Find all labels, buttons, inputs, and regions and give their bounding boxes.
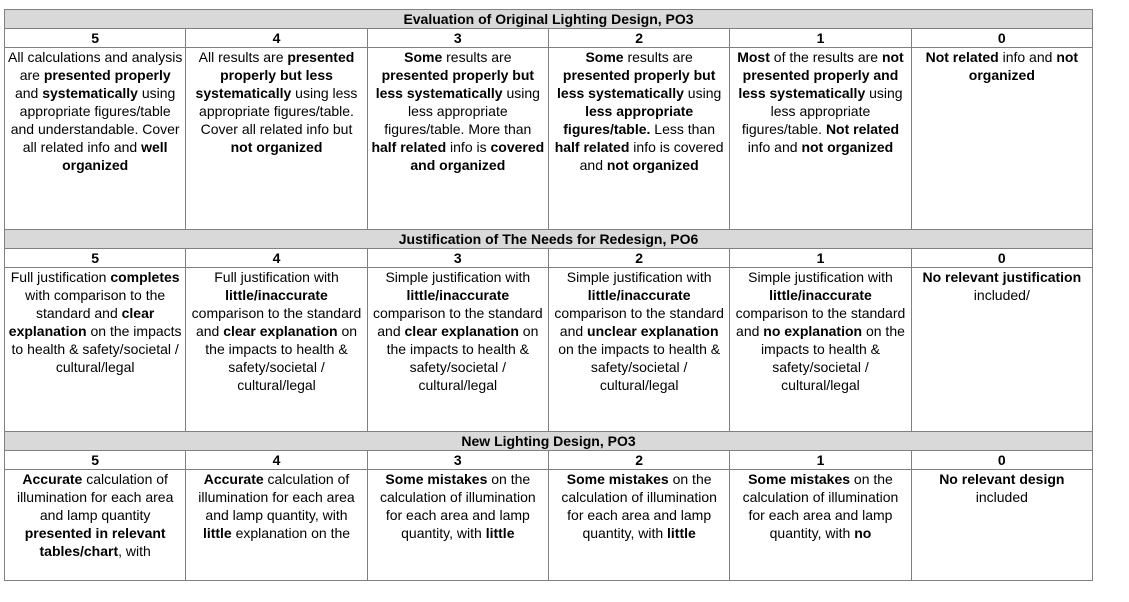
criteria-text-bold: unclear explanation [587, 323, 719, 339]
criteria-text-bold: little [202, 525, 232, 541]
criteria-text: , with [118, 543, 151, 559]
score-3: 3 [367, 29, 548, 48]
criteria-text-bold: presented properly but less systematically [195, 49, 355, 101]
criteria-text: with comparison to the standard and [25, 287, 166, 321]
criteria-text-bold: well organized [62, 139, 168, 173]
criteria-text: info is covered and [579, 139, 724, 173]
score-2: 2 [548, 249, 729, 268]
criteria-text: using less appropriate figures/table. More than [384, 85, 540, 137]
criteria-text: included/ [973, 287, 1030, 303]
criteria-text: Full justification with [214, 269, 339, 285]
criteria-text: All results are [198, 49, 288, 65]
criteria-text: on the impacts to health & safety/societal / cultural/legal [11, 323, 182, 375]
criteria-text-bold: no [854, 525, 872, 541]
score-row [5, 249, 1093, 268]
criteria-row [5, 48, 1093, 230]
criteria-text: on the calculation of illumination for each area and lamp quantity, with [742, 471, 899, 541]
criteria-text: on the calculation of illumination for each area and lamp quantity, with [561, 471, 717, 541]
criteria-text: info is [446, 139, 491, 155]
criteria-text: Simple justification with [748, 269, 893, 285]
section-title: Evaluation of Original Lighting Design, PO3 [5, 10, 1093, 29]
criteria-text: on the calculation of illumination for each area and lamp quantity, with [380, 471, 536, 541]
criteria-text-bold: little/inaccurate [406, 287, 510, 303]
section-header-row [5, 432, 1093, 451]
criteria-cell-0 [911, 268, 1092, 432]
criteria-cell-1 [730, 48, 911, 230]
section-header-row [5, 10, 1093, 29]
score-4: 4 [186, 29, 367, 48]
criteria-text-bold: not presented properly and less systematically [738, 49, 904, 101]
criteria-text-bold: Some mistakes [566, 471, 669, 487]
criteria-text-bold: less appropriate figures/table. [563, 103, 694, 137]
score-0: 0 [911, 451, 1092, 470]
criteria-text: on the impacts to health & safety/societal / cultural/legal [205, 323, 358, 393]
criteria-text: calculation of illumination for each area and lamp quantity, with [198, 471, 355, 523]
criteria-text: info and [998, 49, 1057, 65]
criteria-text: using appropriate figures/table and understandable. Cover all related info and [10, 85, 180, 155]
score-0: 0 [911, 29, 1092, 48]
score-row [5, 451, 1093, 470]
criteria-cell-2 [548, 470, 729, 581]
criteria-text: on the impacts to health & safety/societal / cultural/legal [558, 341, 721, 393]
criteria-text-bold: not organized [606, 157, 699, 173]
criteria-text: results are [623, 49, 693, 65]
criteria-cell-3 [367, 48, 548, 230]
criteria-text: Simple justification with [385, 269, 531, 285]
section-header-row [5, 230, 1093, 249]
criteria-text-bold: Some [585, 49, 624, 65]
section-title: New Lighting Design, PO3 [5, 432, 1093, 451]
criteria-text: All calculations and analysis are [8, 49, 183, 83]
criteria-text: on the impacts to health & safety/societal / cultural/legal [386, 323, 539, 393]
criteria-text: results are [442, 49, 512, 65]
criteria-text-bold: clear explanation [404, 323, 519, 339]
criteria-text-bold: not organized [230, 139, 323, 155]
criteria-text-bold: Some mistakes [385, 471, 488, 487]
criteria-text: on the impacts to health & safety/societal / cultural/legal [760, 323, 905, 393]
score-3: 3 [367, 451, 548, 470]
criteria-text-bold: not organized [968, 49, 1079, 83]
criteria-text: comparison to the standard and [191, 305, 362, 339]
criteria-cell-3 [367, 470, 548, 581]
criteria-cell-0 [911, 470, 1092, 581]
criteria-row [5, 470, 1093, 581]
criteria-text: Full justification [10, 269, 111, 285]
criteria-text: included [975, 489, 1028, 505]
score-4: 4 [186, 249, 367, 268]
score-5: 5 [5, 29, 186, 48]
criteria-text: info and [747, 139, 802, 155]
score-4: 4 [186, 451, 367, 470]
score-3: 3 [367, 249, 548, 268]
score-1: 1 [730, 451, 911, 470]
criteria-cell-4 [186, 48, 367, 230]
criteria-text-bold: little [667, 525, 696, 541]
criteria-text-bold: half related [371, 139, 447, 155]
criteria-text: calculation of illumination for each area and lamp quantity [16, 471, 174, 523]
criteria-text: Less than [650, 121, 716, 137]
criteria-row [5, 268, 1093, 432]
criteria-text-bold: No relevant justification [922, 269, 1082, 285]
criteria-text-bold: Accurate [22, 471, 83, 487]
criteria-cell-2 [548, 268, 729, 432]
score-2: 2 [548, 451, 729, 470]
criteria-cell-1 [730, 470, 911, 581]
criteria-text-bold: presented properly but less systematically [375, 67, 535, 101]
criteria-cell-0 [911, 48, 1092, 230]
criteria-text: of the results are [769, 49, 882, 65]
criteria-text-bold: systematically [42, 85, 138, 101]
criteria-text-bold: presented properly but less systematically [557, 67, 716, 101]
criteria-text-bold: no explanation [763, 323, 863, 339]
criteria-text: using [683, 85, 722, 101]
criteria-text: comparison to the standard and [735, 305, 906, 339]
criteria-text-bold: presented properly [43, 67, 171, 83]
criteria-text: using less appropriate figures/table. Cover all related info but [199, 85, 358, 137]
criteria-text-bold: clear explanation [8, 305, 155, 339]
rubric-table [4, 9, 1093, 581]
section-title: Justification of The Needs for Redesign, PO6 [5, 230, 1093, 249]
criteria-cell-4 [186, 268, 367, 432]
criteria-text-bold: presented in relevant tables/chart [24, 525, 166, 559]
criteria-text-bold: completes [110, 269, 180, 285]
criteria-text-bold: half related [554, 139, 630, 155]
criteria-cell-4 [186, 470, 367, 581]
criteria-text-bold: Accurate [203, 471, 264, 487]
criteria-text-bold: Not related [825, 121, 900, 137]
score-5: 5 [5, 451, 186, 470]
criteria-text: and [14, 85, 43, 101]
criteria-text-bold: Not related [925, 49, 999, 65]
criteria-cell-5 [5, 268, 186, 432]
criteria-cell-5 [5, 470, 186, 581]
criteria-text-bold: little/inaccurate [769, 287, 872, 303]
score-1: 1 [730, 29, 911, 48]
criteria-cell-2 [548, 48, 729, 230]
score-0: 0 [911, 249, 1092, 268]
criteria-text-bold: Some [404, 49, 443, 65]
criteria-text: comparison to the standard and [554, 305, 724, 339]
score-row [5, 29, 1093, 48]
criteria-text-bold: covered and organized [410, 139, 545, 173]
criteria-cell-5 [5, 48, 186, 230]
criteria-text: using less appropriate figures/table. [741, 85, 903, 137]
criteria-text-bold: little/inaccurate [587, 287, 691, 303]
criteria-text-bold: little/inaccurate [225, 287, 328, 303]
criteria-text: Simple justification with [566, 269, 712, 285]
criteria-text-bold: little [485, 525, 515, 541]
criteria-text-bold: clear explanation [223, 323, 338, 339]
score-2: 2 [548, 29, 729, 48]
score-5: 5 [5, 249, 186, 268]
criteria-text-bold: Some mistakes [748, 471, 851, 487]
criteria-text: explanation on the [231, 525, 351, 541]
criteria-text-bold: not organized [801, 139, 894, 155]
criteria-text-bold: No relevant design [939, 471, 1065, 487]
criteria-cell-1 [730, 268, 911, 432]
score-1: 1 [730, 249, 911, 268]
criteria-text-bold: Most [737, 49, 770, 65]
criteria-text: comparison to the standard and [372, 305, 543, 339]
criteria-cell-3 [367, 268, 548, 432]
